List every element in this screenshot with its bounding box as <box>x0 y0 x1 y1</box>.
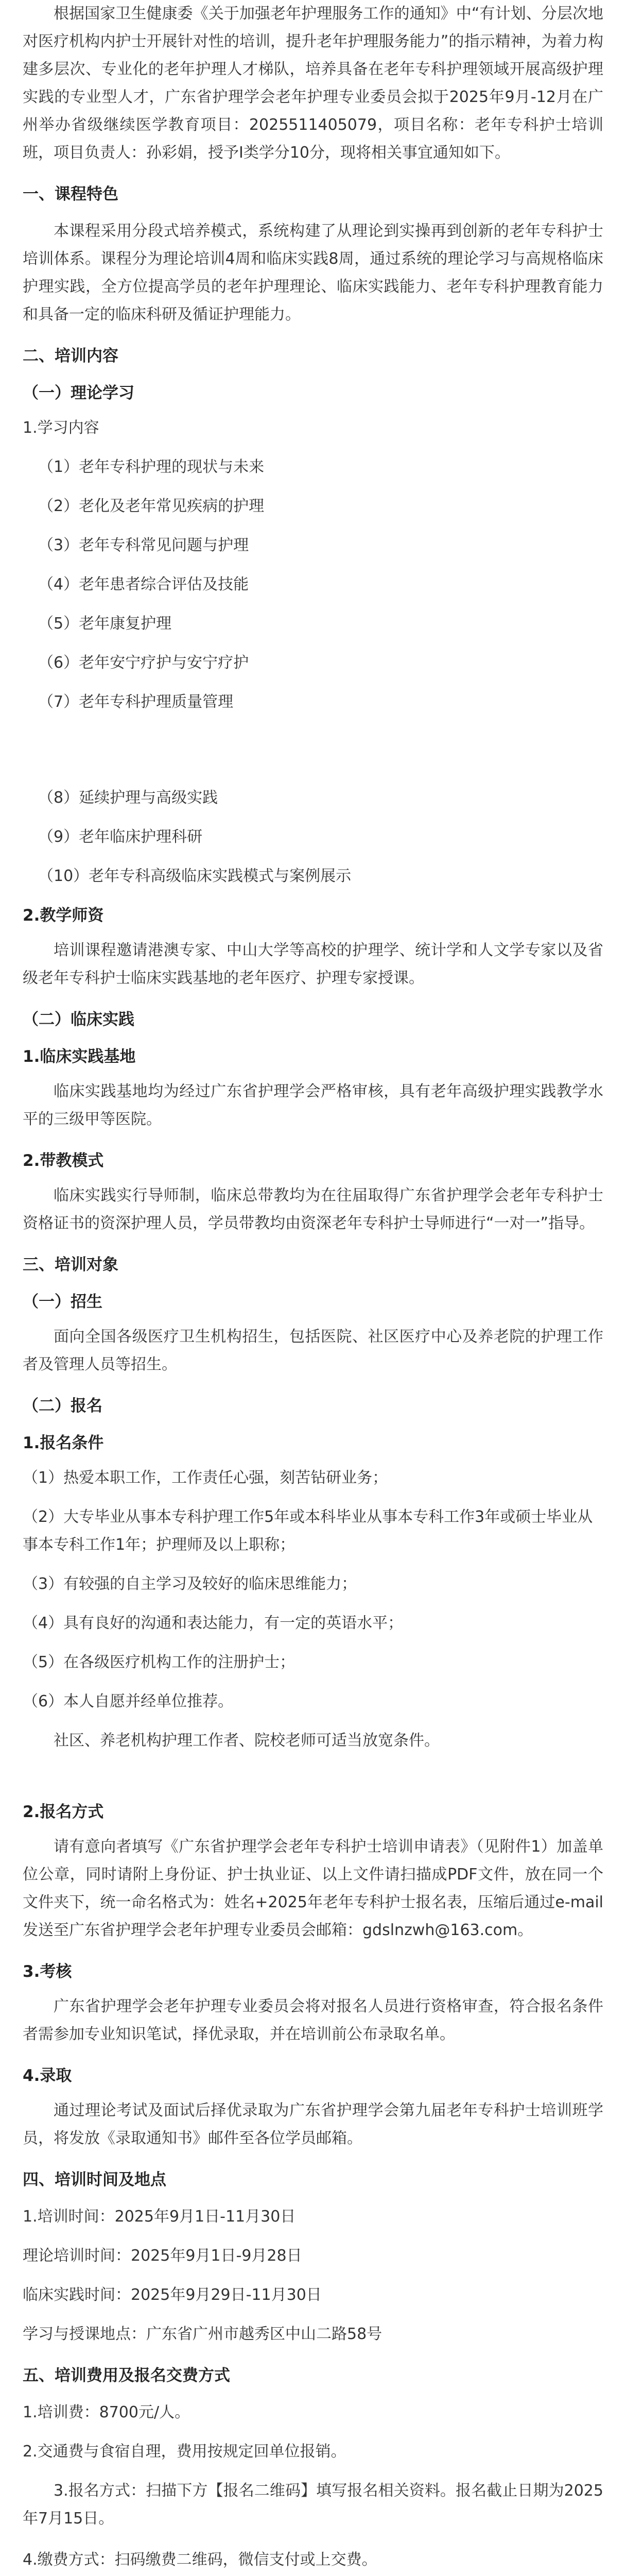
course-item: （1）老年专科护理的现状与未来 <box>38 458 265 476</box>
registration-method: 3.报名方式：扫描下方【报名二维码】填写报名相关资料。报名截止日期为2025年7月15日。 <box>23 2482 603 2528</box>
location: 学习与授课地点：广东省广州市越秀区中山二路58号 <box>23 2325 382 2343</box>
admission-title: 4.录取 <box>23 2066 72 2085</box>
fee-line: 1.培训费：8700元/人。 <box>23 2403 190 2421</box>
condition-item: （6）本人自愿并经单位推荐。 <box>23 1692 234 1710</box>
section-2-sub2: （二）临床实践 <box>23 1010 134 1029</box>
course-item: （10）老年专科高级临床实践模式与案例展示 <box>38 867 352 885</box>
teachers-body: 培训课程邀请港澳专家、中山大学等高校的护理学、统计学和人文学专家以及省级老年专科护士临床实践基地的老年医疗、护理专家授课。 <box>23 941 603 987</box>
enrollment-title: （一）招生 <box>23 1293 102 1311</box>
course-item: （9）老年临床护理科研 <box>38 828 203 846</box>
intro-paragraph: 根据国家卫生健康委《关于加强老年护理服务工作的通知》中“有计划、分层次地对医疗机构内护士开展针对性的培训，提升老年护理服务能力”的指示精神，为着力构建多层次、专业化的老年护理人才梯队，培养具备在老年专科护理领域开展高级护理实践的专业型人才，广东省护理学会老年护理专业委员会拟于2025年9月-12月在广州举办省级继续医学教育项目：2025511405079，项目名称：老年专科护士培训班，项目负责人：孙彩娟，授予Ⅰ类学分10分，现将相关事宜通知如下。 <box>23 5 603 162</box>
practice-base-title: 1.临床实践基地 <box>23 1047 136 1066</box>
course-item: （7）老年专科护理质量管理 <box>38 693 234 711</box>
reg-method-body: 请有意向者填写《广东省护理学会老年专科护士培训申请表》（见附件1）加盖单位公章，同时请附上身份证、护士执业证、以上文件请扫描成PDF文件，放在同一个文件夹下，统一命名格式为：姓名+2025年老年专科护士报名表，压缩后通过e-mail发送至广东省护理学会老年护理专业委员会邮箱：gdslnzwh@163.com。 <box>23 1838 603 1939</box>
condition-item: （4）具有良好的沟通和表达能力，有一定的英语水平； <box>23 1614 404 1632</box>
condition-item: （3）有较强的自主学习及较好的临床思维能力； <box>23 1575 357 1593</box>
practice-base-body: 临床实践基地均为经过广东省护理学会严格审核，具有老年高级护理实践教学水平的三级甲等医院。 <box>23 1082 603 1128</box>
section-2-sub1: （一）理论学习 <box>23 384 134 402</box>
admission-body: 通过理论考试及面试后择优录取为广东省护理学会第九届老年专科护士培训班学员，将发放《录取通知书》邮件至各位学员邮箱。 <box>23 2102 603 2147</box>
course-item: （4）老年患者综合评估及技能 <box>38 575 249 594</box>
conditions-title: 1.报名条件 <box>23 1434 104 1452</box>
section-5-title: 五、培训费用及报名交费方式 <box>23 2366 230 2385</box>
course-item: （2）老化及老年常见疾病的护理 <box>38 497 265 515</box>
assessment-body: 广东省护理学会老年护理专业委员会将对报名人员进行资格审查，符合报名条件者需参加专业知识笔试，择优录取，并在培训前公布录取名单。 <box>23 1997 603 2043</box>
course-item: （3）老年专科常见问题与护理 <box>38 536 249 554</box>
condition-item: （1）热爱本职工作，工作责任心强，刻苦钻研业务； <box>23 1469 388 1487</box>
condition-item: （2）大专毕业从事本专科护理工作5年或本科毕业从事本专科工作3年或硕士毕业从事本专科工作1年；护理师及以上职称； <box>23 1508 593 1554</box>
condition-item: （5）在各级医疗机构工作的注册护士； <box>23 1653 295 1671</box>
reg-method-title: 2.报名方式 <box>23 1803 104 1821</box>
section-4-title: 四、培训时间及地点 <box>23 2171 166 2189</box>
course-item: （5）老年康复护理 <box>38 615 172 633</box>
section-2-title: 二、培训内容 <box>23 347 118 365</box>
training-time: 1.培训时间：2025年9月1日-11月30日 <box>23 2208 296 2226</box>
enrollment-body: 面向全国各级医疗卫生机构招生，包括医院、社区医疗中心及养老院的护理工作者及管理人员等招生。 <box>23 1328 603 1374</box>
theory-time: 理论培训时间：2025年9月1日-9月28日 <box>23 2247 302 2265</box>
section-1-body: 本课程采用分段式培养模式，系统构建了从理论到实操再到创新的老年专科护士培训体系。课程分为理论培训4周和临床实践8周，通过系统的理论学习与高规格临床护理实践，全方位提高学员的老年护理理论、临床实践能力、老年专科护理教育能力和具备一定的临床科研及循证护理能力。 <box>23 222 603 324</box>
section-3-title: 三、培训对象 <box>23 1256 118 1274</box>
section-1-title: 一、课程特色 <box>23 185 118 204</box>
teachers-title: 2.教学师资 <box>23 906 104 925</box>
mentoring-title: 2.带教模式 <box>23 1151 104 1170</box>
practice-time: 临床实践时间：2025年9月29日-11月30日 <box>23 2286 322 2304</box>
mentoring-body: 临床实践实行导师制，临床总带教均为在往届取得广东省护理学会老年专科护士资格证书的资深护理人员，学员带教均由资深老年专科护士导师进行“一对一”指导。 <box>23 1187 603 1232</box>
conditions-note: 社区、养老机构护理工作者、院校老师可适当放宽条件。 <box>54 1732 440 1750</box>
payment-title: 4.缴费方式：扫码缴费二维码，微信支付或上交费。 <box>23 2551 377 2569</box>
learning-content-label: 1.学习内容 <box>23 419 99 437</box>
assessment-title: 3.考核 <box>23 1962 72 1981</box>
lodging-line: 2.交通费与食宿自理，费用按规定回单位报销。 <box>23 2443 346 2461</box>
registration-title: （二）报名 <box>23 1397 102 1415</box>
course-item: （8）延续护理与高级实践 <box>38 789 218 807</box>
course-item: （6）老年安宁疗护与安宁疗护 <box>38 654 249 672</box>
